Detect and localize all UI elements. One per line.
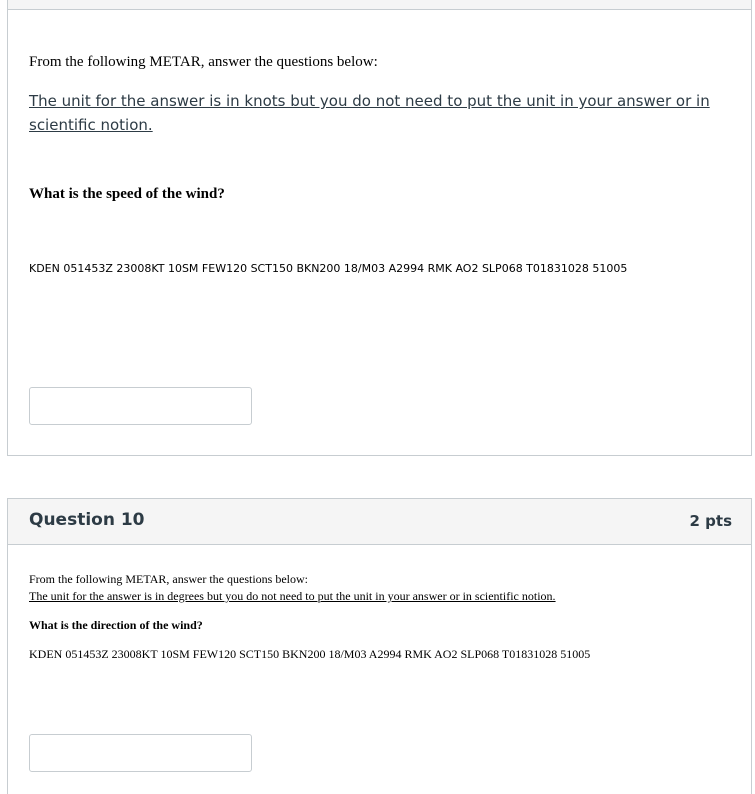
question-10-intro: From the following METAR, answer the questions below:: [29, 572, 309, 586]
question-9-header-strip: [8, 0, 751, 10]
question-9-intro: From the following METAR, answer the questions below:: [29, 54, 378, 70]
question-10-unit-note: The unit for the answer is in degrees but you do not need to put the unit in your answer or in scientific notion.: [29, 589, 556, 603]
question-9-metar: KDEN 051453Z 23008KT 10SM FEW120 SCT150 BKN200 18/M03 A2994 RMK AO2 SLP068 T01831028 51005: [29, 262, 628, 275]
question-9-unit-note: The unit for the answer is in knots but you do not need to put the unit in your answer or in scientific notion.: [29, 92, 710, 134]
question-9-answer-input[interactable]: [29, 387, 252, 425]
question-10-points: 2 pts: [689, 512, 732, 530]
question-10-header: [8, 499, 751, 545]
question-10-metar: KDEN 051453Z 23008KT 10SM FEW120 SCT150 BKN200 18/M03 A2994 RMK AO2 SLP068 T01831028 51005: [29, 647, 591, 661]
question-10-answer-input[interactable]: [29, 734, 252, 772]
question-10-card: [7, 498, 752, 794]
question-10-title: Question 10: [29, 510, 145, 530]
question-9-prompt: What is the speed of the wind?: [29, 186, 225, 202]
question-9-card: [7, 0, 752, 456]
question-10-prompt: What is the direction of the wind?: [29, 618, 203, 632]
